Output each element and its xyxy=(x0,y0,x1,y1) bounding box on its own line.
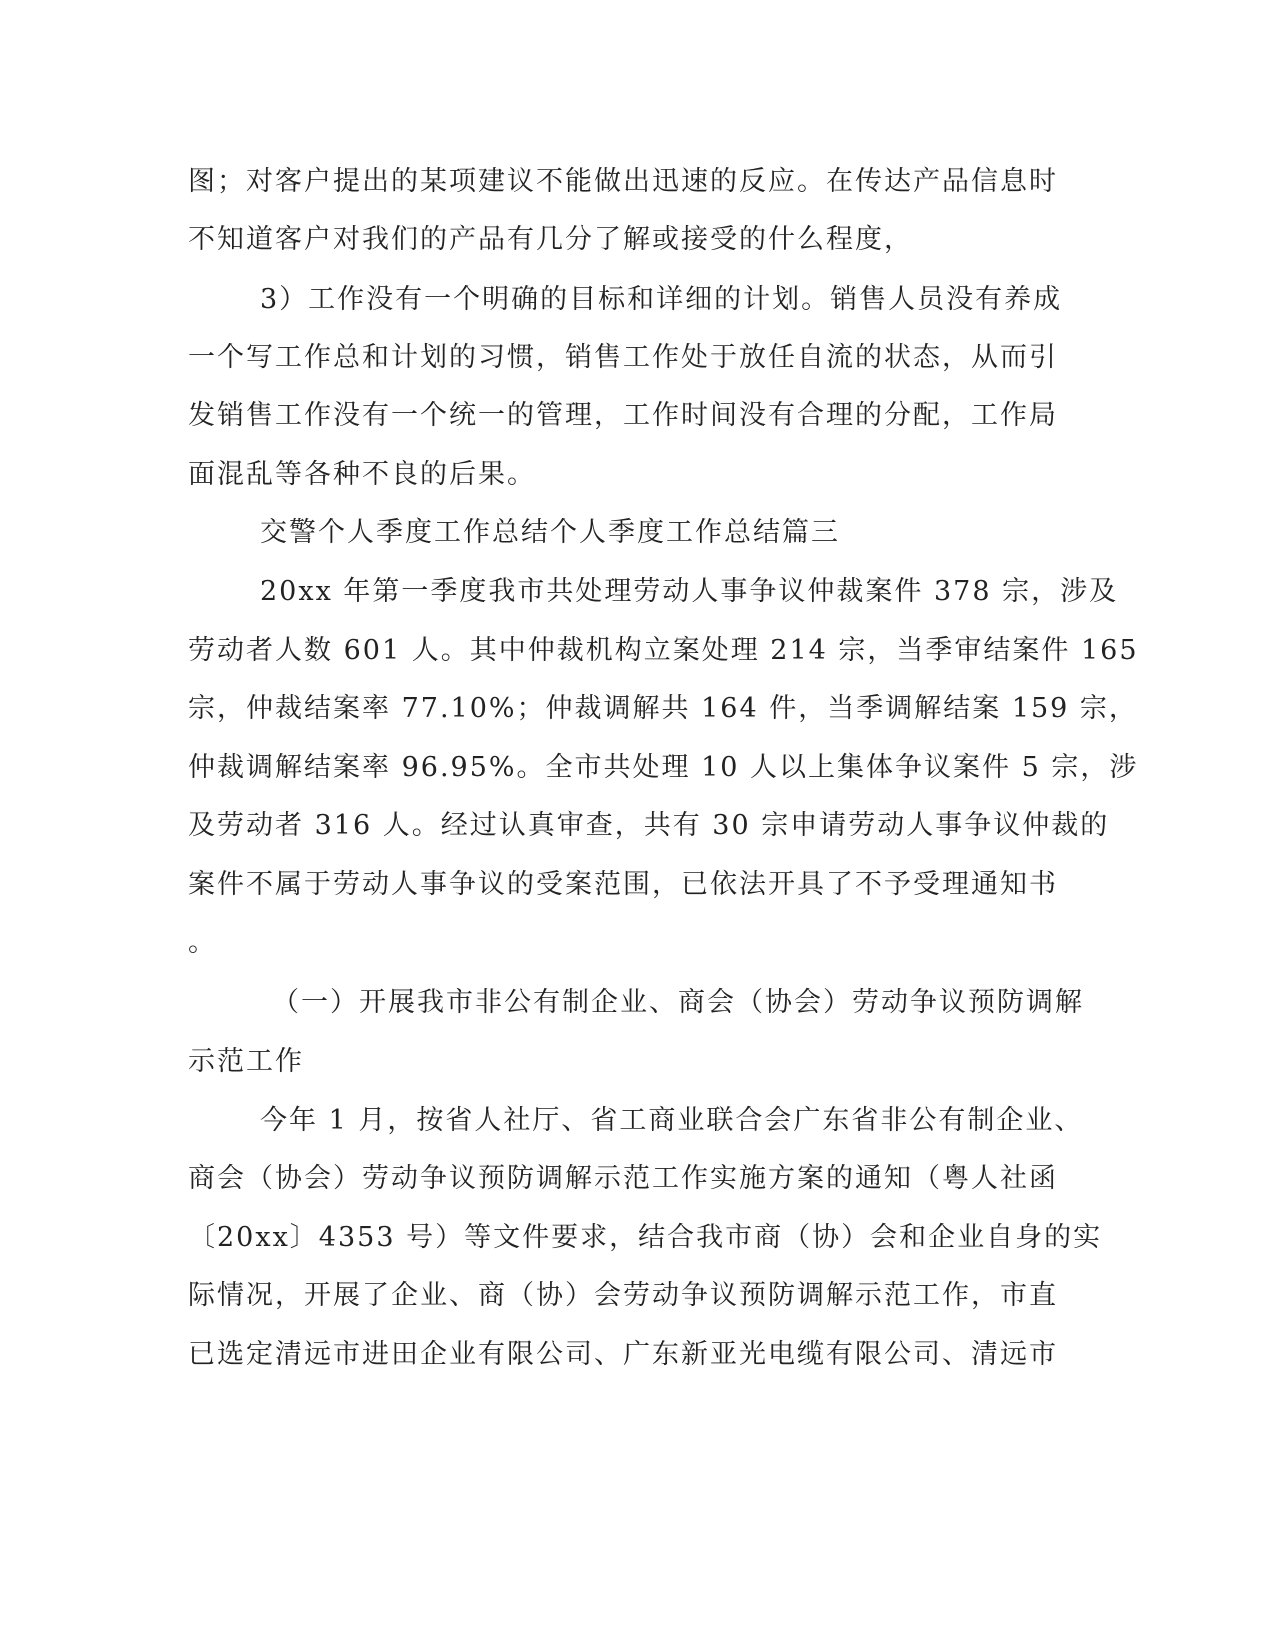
text-line: 图；对客户提出的某项建议不能做出迅速的反应。在传达产品信息时 xyxy=(188,166,1058,197)
section-heading: 交警个人季度工作总结个人季度工作总结篇三 xyxy=(260,517,840,548)
text-line: 已选定清远市进田企业有限公司、广东新亚光电缆有限公司、清远市 xyxy=(188,1339,1058,1370)
text-line: 20xx 年第一季度我市共处理劳动人事争议仲裁案件 378 宗，涉及 xyxy=(260,576,1119,607)
text-line: 宗，仲裁结案率 77.10%；仲裁调解共 164 件，当季调解结案 159 宗， xyxy=(188,693,1138,724)
text-line: 及劳动者 316 人。经过认真审查，共有 30 宗申请劳动人事争议仲裁的 xyxy=(188,810,1110,841)
text-line: 仲裁调解结案率 96.95%。全市共处理 10 人以上集体争议案件 5 宗，涉 xyxy=(188,752,1139,783)
text-line: 3）工作没有一个明确的目标和详细的计划。销售人员没有养成 xyxy=(260,284,1063,315)
text-line: 发销售工作没有一个统一的管理，工作时间没有合理的分配，工作局 xyxy=(188,400,1058,431)
text-line: 。 xyxy=(188,927,217,958)
subsection-heading: （一）开展我市非公有制企业、商会（协会）劳动争议预防调解 xyxy=(272,987,1084,1018)
text-line: 今年 1 月，按省人社厅、省工商业联合会广东省非公有制企业、 xyxy=(260,1105,1084,1136)
text-line: 商会（协会）劳动争议预防调解示范工作实施方案的通知（粤人社函 xyxy=(188,1163,1058,1194)
text-line: 面混乱等各种不良的后果。 xyxy=(188,459,536,490)
text-line: 案件不属于劳动人事争议的受案范围，已依法开具了不予受理通知书 xyxy=(188,869,1058,900)
text-line: 〔20xx〕4353 号）等文件要求，结合我市商（协）会和企业自身的实 xyxy=(188,1222,1103,1253)
text-line: 一个写工作总和计划的习惯，销售工作处于放任自流的状态，从而引 xyxy=(188,342,1058,373)
text-line: 际情况，开展了企业、商（协）会劳动争议预防调解示范工作，市直 xyxy=(188,1280,1058,1311)
text-line: 示范工作 xyxy=(188,1046,304,1077)
text-line: 不知道客户对我们的产品有几分了解或接受的什么程度， xyxy=(188,224,913,255)
text-line: 劳动者人数 601 人。其中仲裁机构立案处理 214 宗，当季审结案件 165 xyxy=(188,635,1139,666)
